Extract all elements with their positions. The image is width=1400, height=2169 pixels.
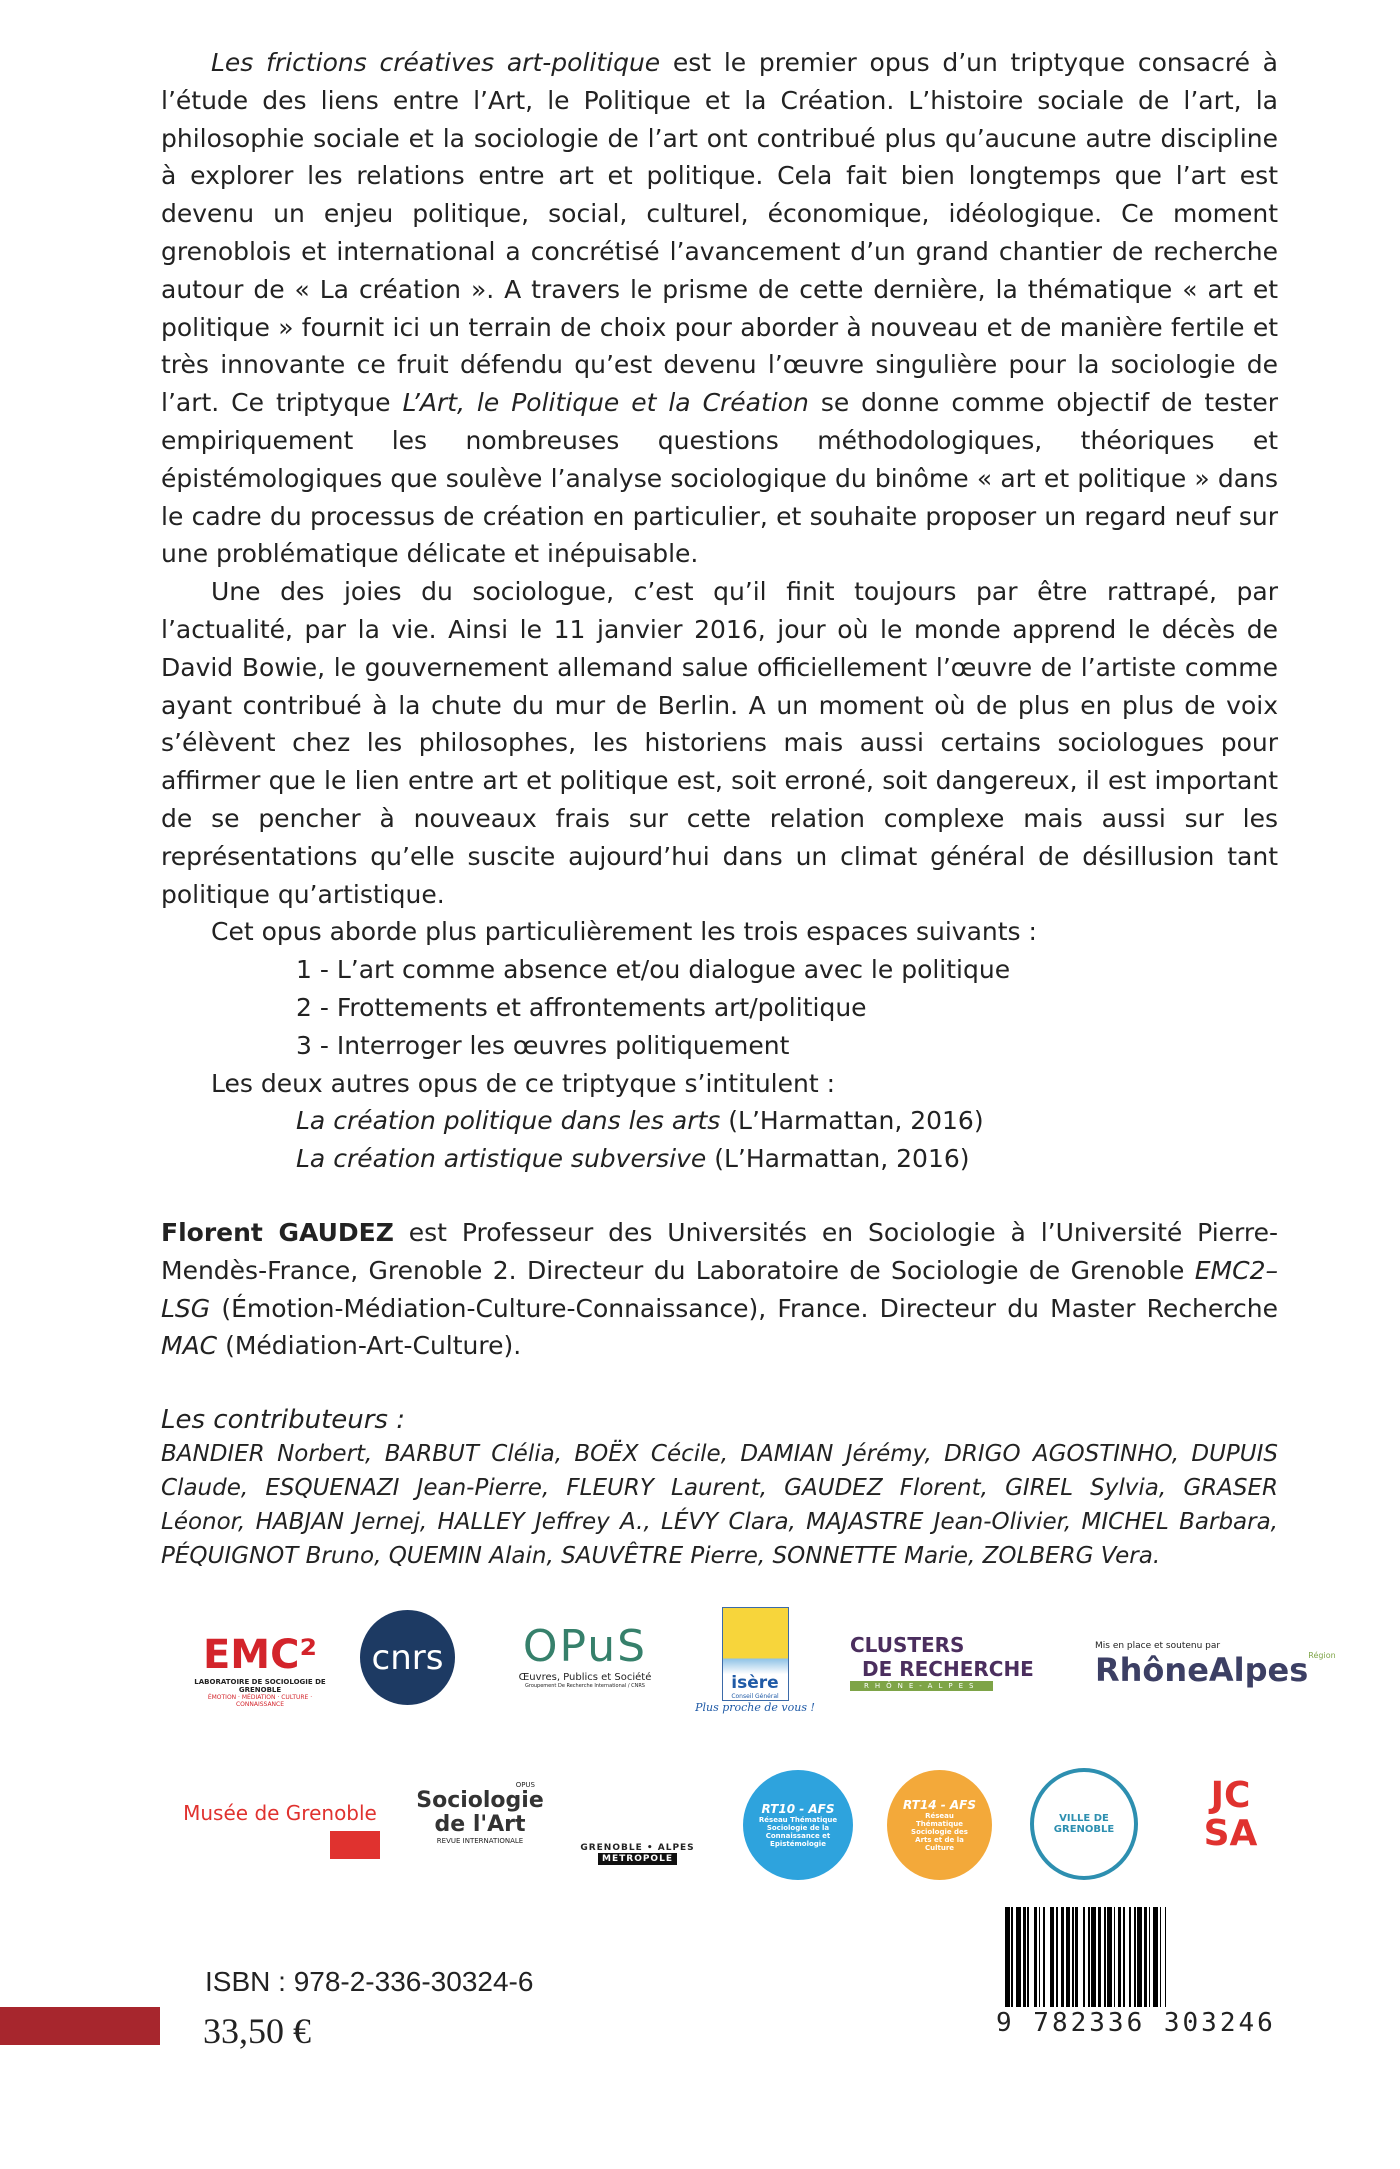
isere-badge	[722, 1607, 789, 1701]
rhone-region: Région	[1308, 1651, 1336, 1660]
opus-title: La création artistique subversive	[296, 1144, 707, 1174]
red-band	[0, 2007, 160, 2045]
paragraph-text: se donne comme objectif de tester empiriquement les nombreuses questions méthodologiques, théoriques et épistémologiques que soulève l’analyse sociologique du binôme « art et politique » dans le cadre du processus de création en particulier, et souhaite proposer un regard neuf sur une problématique délicate et inépuisable.	[161, 388, 1278, 569]
isbn: ISBN : 978-2-336-30324-6	[205, 1966, 534, 1997]
metro-line2: METROPOLE	[598, 1853, 677, 1865]
contributors-label: Les contributeurs :	[161, 1405, 405, 1435]
isere-line1: Conseil Général	[731, 1692, 779, 1700]
barcode-bar	[1166, 1907, 1171, 2007]
clusters-line3: RHÔNE-ALPES	[850, 1681, 993, 1691]
grenoble-metropole-logo	[580, 1765, 695, 1865]
sociologie-art-logo	[416, 1758, 544, 1868]
barcode	[1005, 1907, 1278, 2007]
rhone-mark: RhôneAlpes	[1095, 1651, 1309, 1689]
cnrs-logo	[360, 1610, 455, 1705]
list-item	[296, 1140, 1278, 1178]
jcsa-logo	[1178, 1760, 1283, 1870]
rt10-body: Réseau Thématique Sociologie de la Connaissance et Epistémologie	[758, 1816, 838, 1848]
clusters-line1: CLUSTERS	[850, 1633, 965, 1657]
musee-grenoble-logo	[180, 1790, 380, 1870]
bio-text: (Médiation-Art-Culture).	[217, 1331, 522, 1361]
emc2-line1: LABORATOIRE DE SOCIOLOGIE DE GRENOBLE	[194, 1678, 326, 1694]
list-item: 1 - L’art comme absence et/ou dialogue avec le politique	[296, 955, 1011, 985]
rt10-title: RT10 - AFS	[761, 1802, 835, 1816]
opus-mark: OPuS	[522, 1621, 648, 1672]
clusters-logo	[850, 1632, 1065, 1692]
socio-mark: Sociologie de l'Art	[416, 1788, 544, 1837]
emc2-mark: EMC²	[202, 1632, 317, 1678]
paragraph-text: est le premier opus d’un triptyque consacré à l’étude des liens entre l’Art, le Politique et la Création. L’histoire sociale de l’art, la philosophie sociale et la sociologie de l’art ont contribué plus qu’aucune autre discipline à explorer les relations entre art et politique. Cela fait bien longtemps que l’art est devenu un enjeu politique, social, culturel, économique, idéologique. Ce moment grenoblois et international a concrétisé l’avancement d’un grand chantier de recherche autour de « La création ». A travers le prisme de cette dernière, la thématique « art et politique » fournit ici un terrain de choix pour aborder à nouveau et de manière fertile et très innovante ce fruit défendu qu’est devenu l’œuvre singulière pour la sociologie de l’art. Ce triptyque	[161, 48, 1278, 418]
list-item: 2 - Frottements et affrontements art/politique	[296, 992, 867, 1022]
list-item	[296, 1102, 1278, 1140]
rt14-afs-logo	[887, 1770, 992, 1880]
contributors	[161, 1403, 1278, 1573]
opus-publisher: (L’Harmattan, 2016)	[720, 1106, 984, 1136]
bio-text: (Émotion-Médiation-Culture-Connaissance), France. Directeur du Master Recherche	[210, 1293, 1278, 1323]
isere-logo	[690, 1600, 820, 1720]
book-title: Les frictions créatives art-politique	[211, 48, 661, 77]
opus-line1: Œuvres, Publics et Société	[518, 1672, 652, 1683]
rt14-body: Réseau Thématique Sociologie des Arts et de la Culture	[911, 1812, 968, 1852]
summary-paragraph-4: Les deux autres opus de ce triptyque s’intitulent :	[211, 1068, 836, 1098]
bio-text: est Professeur des Universités en Sociologie à l’Université Pierre-Mendès-France, Grenoble 2. Directeur du Laboratoire de Sociologie de Grenoble	[161, 1218, 1278, 1285]
socio-opus: OPUS	[515, 1781, 535, 1789]
summary	[161, 44, 1278, 1178]
summary-paragraph-1	[161, 44, 1278, 573]
contributors-names: BANDIER Norbert, BARBUT Clélia, BOËX Cécile, DAMIAN Jérémy, DRIGO AGOSTINHO, DUPUIS Claude, ESQUENAZI Jean-Pierre, FLEURY Laurent, GAUDEZ Florent, GIREL Sylvia, GRASER Léonor, HABJAN Jernej, HALLEY Jeffrey A., LÉVY Clara, MAJASTRE Jean-Olivier, MICHEL Barbara, PÉQUIGNOT Bruno, QUEMIN Alain, SAUVÊTRE Pierre, SONNETTE Marie, ZOLBERG Vera.	[161, 1441, 1278, 1569]
emc2-line2: ÉMOTION · MÉDIATION · CULTURE · CONNAISSANCE	[207, 1694, 313, 1708]
list-item: 3 - Interroger les œuvres politiquement	[296, 1030, 790, 1060]
opus-title: La création politique dans les arts	[296, 1106, 721, 1136]
author-bio	[161, 1214, 1278, 1365]
summary-paragraph-3: Cet opus aborde plus particulièrement les trois espaces suivants :	[211, 917, 1037, 947]
barcode-number: 9 782336 303246	[996, 2008, 1276, 2038]
rhone-alpes-logo	[1095, 1630, 1336, 1700]
emc2-logo	[185, 1585, 335, 1755]
summary-paragraph-2: Une des joies du sociologue, c’est qu’il finit toujours par être rattrapé, par l’actualité, par la vie. Ainsi le 11 janvier 2016, jour où le monde apprend le décès de David Bowie, le gouvernement allemand salue officiellement l’œuvre de l’artiste comme ayant contribué à la chute du mur de Berlin. A un moment où de plus en plus de voix s’élèvent chez les philosophes, les historiens mais aussi certains sociologues pour affirmer que le lien entre art et politique est, soit erroné, soit dangereux, il est important de se pencher à nouveaux frais sur cette relation complexe mais aussi sur les représentations qu’elle suscite aujourd’hui dans un climat général de désillusion tant politique qu’artistique.	[161, 577, 1278, 909]
isere-slogan: Plus proche de vous !	[695, 1700, 815, 1714]
cnrs-mark: cnrs	[371, 1637, 444, 1678]
socio-line1: REVUE INTERNATIONALE	[436, 1837, 524, 1845]
rhone-line1: Mis en place et soutenu par	[1095, 1641, 1221, 1651]
book-title: L’Art, le Politique et la Création	[402, 388, 809, 418]
spaces-list	[161, 951, 1278, 1064]
opus-line2: Groupement De Recherche International / CNRS	[525, 1683, 645, 1689]
opus-publisher: (L’Harmattan, 2016)	[706, 1144, 970, 1174]
jcsa-mark: JCSA	[1203, 1775, 1258, 1854]
ville-mark: VILLE DE GRENOBLE	[1053, 1813, 1115, 1835]
other-opus-list	[161, 1102, 1278, 1178]
metro-line1: GRENOBLE • ALPES	[580, 1843, 695, 1853]
isere-mark: isère	[731, 1672, 779, 1693]
opus-logo	[515, 1615, 655, 1695]
ville-grenoble-logo	[1030, 1768, 1138, 1880]
musee-mark: Musée de Grenoble	[183, 1801, 377, 1825]
master-acronym: MAC	[161, 1331, 218, 1361]
rt10-afs-logo	[743, 1770, 853, 1880]
musee-icon	[330, 1831, 380, 1859]
clusters-line2: DE RECHERCHE	[862, 1657, 1034, 1681]
lab-acronym: EMC2–LSG	[161, 1255, 1278, 1323]
rt14-title: RT14 - AFS	[902, 1798, 977, 1812]
price: 33,50 €	[203, 2011, 311, 2051]
author-name: Florent GAUDEZ	[161, 1218, 394, 1247]
